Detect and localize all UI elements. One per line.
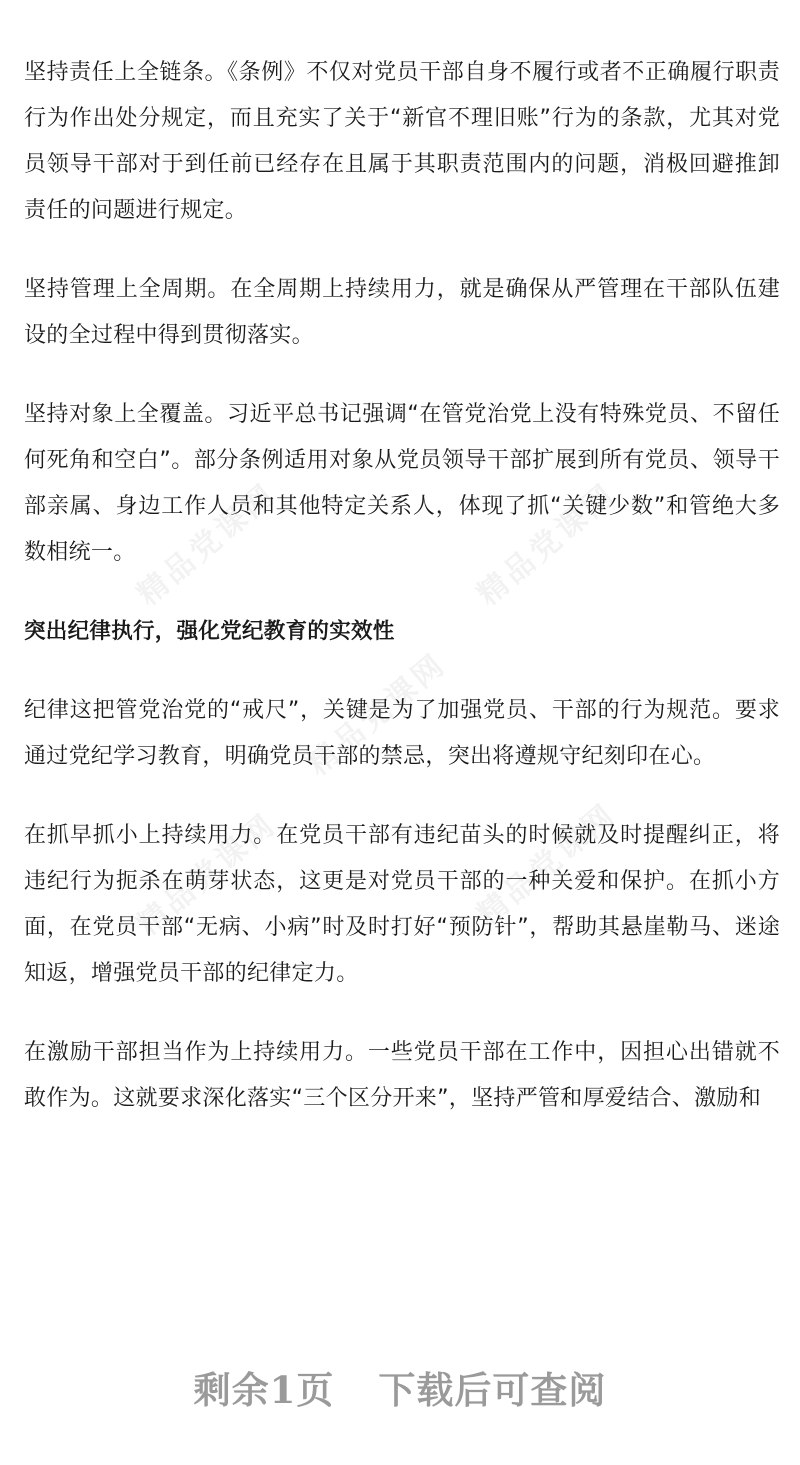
article-paragraph: 在抓早抓小上持续用力。在党员干部有违纪苗头的时候就及时提醒纠正，将违纪行为扼杀在萌芽状态，这更是对党员干部的一种关爱和保护。在抓小方面，在党员干部“无病、小病”时及时打好“预防针”，帮助其悬崖勒马、迷途知返，增强党员干部的纪律定力。 [24, 823, 780, 986]
content-fade-overlay [0, 1290, 800, 1350]
article-paragraph: 坚持责任上全链条。《条例》不仅对党员干部自身不履行或者不正确履行职责行为作出处分规定，而且充实了关于“新官不理旧账”行为的条款，尤其对党员领导干部对于到任前已经存在且属于其职责范围内的问题，消极回避推卸责任的问题进行规定。 [24, 60, 780, 223]
article-paragraph: 纪律这把管党治党的“戒尺”，关键是为了加强党员、干部的行为规范。要求通过党纪学习教育，明确党员干部的禁忌，突出将遵规守纪刻印在心。 [24, 698, 780, 769]
article-body [24, 50, 780, 1155]
watermark-text: 精品党课网 [130, 806, 284, 943]
watermark-text: 精品党课网 [470, 476, 624, 613]
watermark-text: 精品党课网 [300, 646, 454, 783]
article-paragraph: 坚持对象上全覆盖。习近平总书记强调“在管党治党上没有特殊党员、不留任何死角和空白”。部分条例适用对象从党员领导干部扩展到所有党员、领导干部亲属、身边工作人员和其他特定关系人，体现了抓“关键少数”和管绝大多数相统一。 [24, 402, 780, 565]
section-heading: 突出纪律执行，强化党纪教育的实效性 [24, 619, 395, 644]
remaining-pages-label: 剩余1页 [193, 1368, 335, 1412]
download-hint-label: 下载后可查阅 [378, 1368, 607, 1412]
article-paragraph: 坚持管理上全周期。在全周期上持续用力，就是确保从严管理在干部队伍建设的全过程中得到贯彻落实。 [24, 277, 780, 348]
watermark-text: 精品党课网 [130, 476, 284, 613]
article-paragraph: 在激励干部担当作为上持续用力。一些党员干部在工作中，因担心出错就不敢作为。这就要求深化落实“三个区分开来”，坚持严管和厚爱结合、激励和 [24, 1040, 780, 1111]
watermark-text: 精品党课网 [470, 796, 624, 933]
download-prompt-banner[interactable] [0, 1355, 800, 1425]
